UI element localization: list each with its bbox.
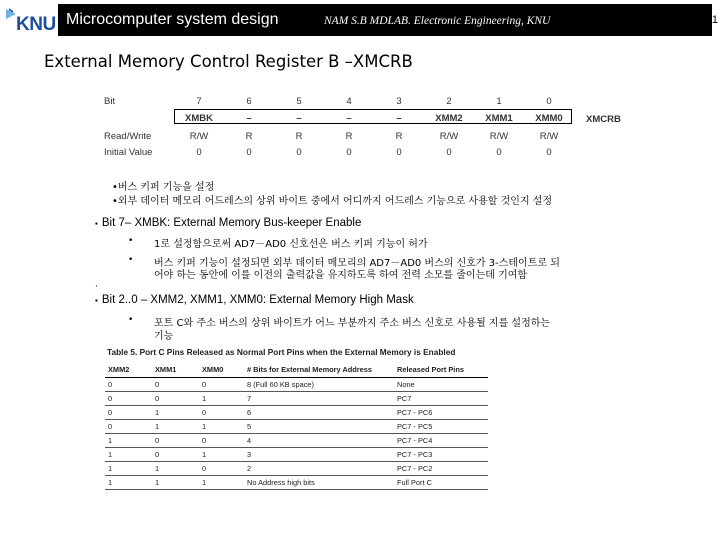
table-cell: 0 (105, 392, 152, 406)
sub-bullet-text: 포트 C와 주소 버스의 상위 바이트가 어느 부분까지 주소 버스 신호로 사용될 지를 설정하는 (154, 318, 551, 329)
bit-number-0: 0 (546, 96, 552, 107)
table-cell: 1 (199, 420, 244, 434)
table-row (105, 392, 488, 406)
table-row (105, 448, 488, 462)
table-5 (105, 361, 488, 490)
bit-number-2: 2 (446, 96, 452, 107)
table-row (105, 378, 488, 392)
table-cell: 0 (105, 420, 152, 434)
rw-value-0: R/W (539, 131, 559, 142)
row-label-initial-value: Initial Value (104, 147, 153, 158)
sub-bullet-icon: • (128, 315, 134, 325)
table-cell: 1 (105, 462, 152, 476)
table-cell: 1 (152, 406, 199, 420)
bullet-bit2-0-title: Bit 2..0 – XMM2, XMM1, XMM0: External Memory High Mask (101, 294, 414, 306)
initial-value-2: 0 (446, 147, 452, 158)
sub-bullet-text-continued: 어야 하는 동안에 이를 이전의 출력값을 유지하도록 하여 전력 소모를 줄이는데 기여함 (154, 270, 528, 281)
rw-value-7: R/W (189, 131, 209, 142)
note-line: •버스 키퍼 기능을 설정 (112, 182, 215, 193)
initial-value-0: 0 (546, 147, 552, 158)
table-cell: 0 (152, 434, 199, 448)
table-cell: PC7 - PC6 (394, 406, 488, 420)
initial-value-1: 0 (496, 147, 502, 158)
sub-bullet-text-continued: 기능 (154, 331, 174, 342)
table-row (105, 406, 488, 420)
column-header: XMM1 (152, 361, 199, 378)
bit-number-5: 5 (296, 96, 302, 107)
column-header: XMM0 (199, 361, 244, 378)
initial-value-7: 0 (196, 147, 202, 158)
bullet-bit2-0 (95, 294, 414, 306)
table-cell: 2 (244, 462, 394, 476)
table-cell: 0 (152, 378, 199, 392)
bullet-bit7-title: Bit 7– XMBK: External Memory Bus-keeper Enable (101, 217, 362, 229)
table-cell: 0 (105, 378, 152, 392)
table-cell: None (394, 378, 488, 392)
bullet-square-icon: ▪ (95, 219, 98, 228)
table-cell: 0 (199, 406, 244, 420)
sub-bullet-icon: • (128, 255, 134, 265)
register-name: XMCRB (586, 114, 621, 125)
knu-logo (4, 6, 56, 36)
page-number: 41 (705, 14, 718, 26)
register-diagram (104, 94, 664, 164)
table-cell: 1 (105, 448, 152, 462)
column-header: XMM2 (105, 361, 152, 378)
table-cell: Full Port C (394, 476, 488, 490)
notes-top (112, 181, 552, 209)
rw-value-5: R (295, 131, 303, 142)
rw-value-3: R (395, 131, 403, 142)
rw-value-6: R (245, 131, 253, 142)
table-row (105, 434, 488, 448)
field-name-2: XMM2 (435, 113, 463, 124)
table-cell: 0 (152, 448, 199, 462)
table-cell: 1 (152, 462, 199, 476)
table-cell: No Address high bits (244, 476, 394, 490)
table-cell: 1 (152, 476, 199, 490)
sub-bullet-text: 1로 설정함으로써 AD7－AD0 신호선은 버스 키퍼 기능이 허가 (154, 239, 428, 250)
lab-subtitle: NAM S.B MDLAB. Electronic Engineering, KNU (320, 4, 712, 36)
initial-value-5: 0 (296, 147, 302, 158)
table-cell: PC7 - PC3 (394, 448, 488, 462)
course-title: Microcomputer system design (58, 4, 320, 36)
bit-number-1: 1 (496, 96, 502, 107)
table-cell: 1 (199, 392, 244, 406)
table-cell: 0 (152, 392, 199, 406)
table-cell: 1 (199, 476, 244, 490)
field-name-5: – (296, 113, 302, 124)
stray-dot: · (95, 282, 98, 292)
table-row (105, 476, 488, 490)
table-cell: 0 (199, 378, 244, 392)
bit-number-7: 7 (196, 96, 202, 107)
field-name-4: – (346, 113, 352, 124)
table-cell: 3 (244, 448, 394, 462)
table-row (105, 420, 488, 434)
initial-value-6: 0 (246, 147, 252, 158)
table-cell: PC7 - PC4 (394, 434, 488, 448)
table-row (105, 462, 488, 476)
field-name-0: XMM0 (535, 113, 563, 124)
table-cell: 1 (199, 448, 244, 462)
field-name-3: – (396, 113, 402, 124)
table-cell: PC7 (394, 392, 488, 406)
table-cell: 6 (244, 406, 394, 420)
note-line: •외부 데이터 메모리 어드레스의 상위 바이트 중에서 어디까지 어드레스 기능으로 사용할 것인지 설정 (112, 196, 553, 207)
table-cell: 8 (Full 60 KB space) (244, 378, 394, 392)
table-cell: PC7 - PC5 (394, 420, 488, 434)
table-cell: 1 (105, 476, 152, 490)
slide-header (0, 0, 720, 38)
table-cell: 0 (105, 406, 152, 420)
field-name-1: XMM1 (485, 113, 513, 124)
table-cell: 1 (152, 420, 199, 434)
bit-number-6: 6 (246, 96, 252, 107)
row-label-read-write: Read/Write (104, 131, 152, 142)
sub-bullet-text: 버스 키퍼 기능이 설정되면 외부 데이터 메모리의 AD7－AD0 버스의 신호가 3-스테이트로 되 (154, 258, 560, 269)
table-cell: 1 (105, 434, 152, 448)
table-5-image (105, 345, 488, 510)
initial-value-3: 0 (396, 147, 402, 158)
rw-value-4: R (345, 131, 353, 142)
table-cell: 5 (244, 420, 394, 434)
table-cell: PC7 - PC2 (394, 462, 488, 476)
bullet-square-icon: ▪ (95, 296, 98, 305)
rw-value-1: R/W (489, 131, 509, 142)
logo-text: KNU (16, 14, 56, 35)
bullet-bit7 (95, 217, 361, 229)
table-cell: 0 (199, 434, 244, 448)
column-header: # Bits for External Memory Address (244, 361, 394, 378)
rw-value-2: R/W (439, 131, 459, 142)
slide-title: External Memory Control Register B –XMCRB (44, 52, 413, 71)
table-5-title: Table 5. Port C Pins Released as Normal Port Pins when the External Memory is Enabled (107, 347, 456, 357)
sub-bullet-icon: • (128, 236, 134, 246)
row-label-bit: Bit (104, 96, 116, 107)
initial-value-4: 0 (346, 147, 352, 158)
table-cell: 4 (244, 434, 394, 448)
field-name-7: XMBK (185, 113, 213, 124)
table-cell: 0 (199, 462, 244, 476)
column-header: Released Port Pins (394, 361, 488, 378)
bit-number-4: 4 (346, 96, 352, 107)
table-cell: 7 (244, 392, 394, 406)
field-name-6: – (246, 113, 252, 124)
bit-number-3: 3 (396, 96, 402, 107)
